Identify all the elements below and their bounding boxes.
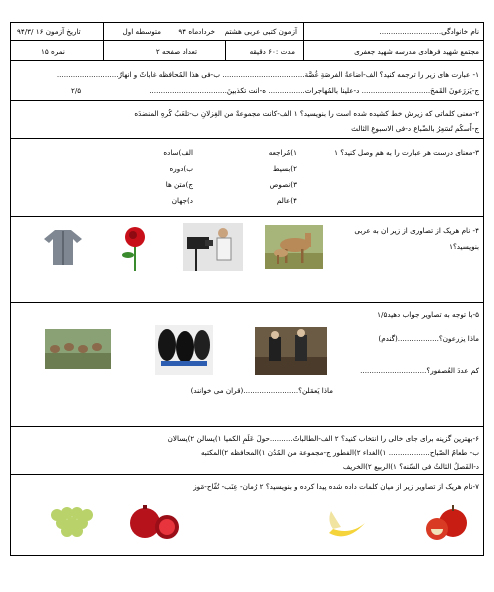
question-4 [11,217,483,303]
q7-title: ۷-نام هریک از تصاویر زیر از میان کلمات داده شده پیدا کرده و بنویسید؟ ۲ رُمان- عِنَب- تُفّاح-مَوز [193,482,479,491]
exam-sheet [10,22,484,556]
header-row-1 [11,23,483,41]
q3-right-3: ۳)نصوص [269,180,297,189]
cameraman-picture [183,223,243,271]
banana-picture [323,503,371,543]
q5-question-c: ماذا یَعمَلن؟........................(قران می خوانند) [190,386,333,395]
exam-title: آزمون کتبی عربی هشتم [224,27,297,36]
q3-right-1: ۱)مُراجعه [268,148,297,157]
q3-right-4: ۴)عالم [276,196,297,205]
pomegranate-picture [127,499,183,543]
school-cell [303,41,483,60]
shirt-picture [43,227,83,267]
question-6 [11,427,483,475]
q3-right-2: ۲)بسیط [272,164,297,173]
q6-line1: ۶-بهترین گزینه برای جای خالی را انتخاب کنید؟ ۲ الف-الطالباتُ..........حولَ عَلَمِ الکمیا ۱)یسالن ۲)یسالان [167,434,479,443]
q1-score: ۲/۵ [71,86,82,95]
q5-question-a: ماذا یزرعون؟..................(گندم) [378,334,479,343]
q2-line2: ج-أَسکُم تُسَعِرُ بالضّباع د-فی الاسبوعِ الثالث [351,124,479,133]
question-5 [11,303,483,427]
question-7 [11,475,483,557]
q2-line1: ۲-معنی کلماتی که زیرش خط کشیده شده است را بنویسید؟ ۱ الف-کانت مجموعةٌ من الغِزلانِ ب-تلعَبُ کُرهِ المنضدَه [134,109,479,118]
question-3 [11,139,483,217]
family-name-label: نام خانوادگی........................... [379,27,479,36]
q1-line1: ۱- عبارت های زیر را ترجمه کنید؟ الف-اضاعةُ الفرصَةِ غُصَّة.................................... ب-فی هذا المُحافظه غاباتٌ و انهارٌ........................... [56,70,479,79]
q3-left-2: ب)دوره [169,164,193,173]
horses-picture [265,225,323,269]
q5-title: ۵-با توجه به تصاویر جواب دهید۱/۵ [377,310,479,319]
farmers-picture [255,327,327,375]
school-name: مجتمع شهید فرهادی مدرسه شهید جعفری [354,47,479,56]
q3-title: ۳-معنای درست هر عبارت را به هم وصل کنید؟ ۱ [334,148,479,157]
exam-score: نمره ۱۵ [41,47,65,56]
grapes-picture [47,501,99,541]
apples-picture [423,501,471,543]
q5-question-b: کم عددَ العُصفور؟............................. [360,366,479,375]
exam-level: متوسطه اول [122,27,161,36]
exam-duration: مدت :۶۰ دقیقه [249,47,295,56]
page-count: تعداد صفحه ۲ [155,47,197,56]
reading-women-picture [155,325,213,375]
name-cell [303,23,483,40]
question-2 [11,101,483,139]
question-1 [11,61,483,101]
q6-line2: ب- طعامُ الصّباح.................. ۱)الغداء ۲)الفطور ج-مجموعة من المُدُن ۱)المحافظه ۲)المکتبه [200,448,479,457]
q3-left-4: د)جهان [171,196,193,205]
q4-title: ۴- نام هریک از تصاوری از زیر ان به عربی [354,226,479,235]
q6-line3: د-الفَصلُ الثالثُ فی السّنه؟ ۱)الربیع ۲)الخریف [342,462,479,471]
q4-subtitle: بنویسید؟۱ [449,242,479,251]
exam-date: تاریخ آزمون ۱۶ /۹۴/۳ [17,27,81,36]
pages-cell [103,41,225,60]
exam-cell [103,23,303,40]
q3-left-3: ج)متن ها [165,180,193,189]
q3-left-1: الف)ساده [163,148,193,157]
duration-cell [225,41,303,60]
header-row-2 [11,41,483,61]
rose-picture [115,225,155,273]
q1-line2: ج-یَزرَعونَ القَمحَ.............................. د-علینا بالمُهاجرات................ ه-انت تکذبینَ.................................. [149,86,479,95]
exam-month: خردادماه ۹۴ [178,27,215,36]
sparrows-picture [45,329,111,369]
